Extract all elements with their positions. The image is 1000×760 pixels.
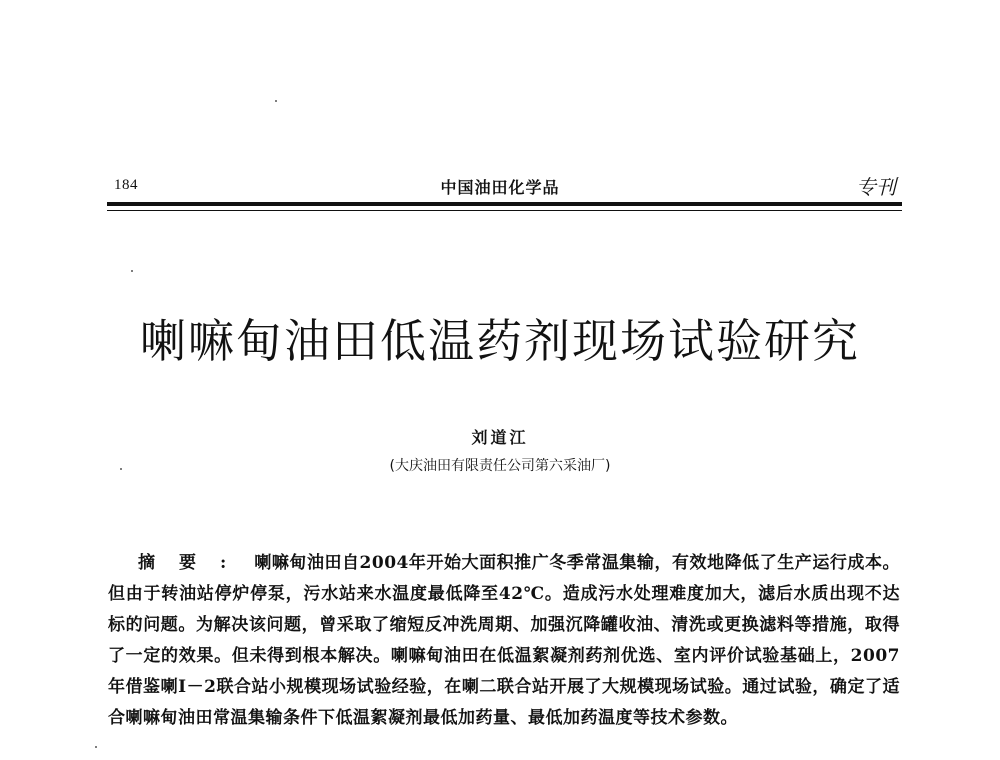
scan-speck [131, 270, 133, 272]
abstract-label: 摘要: [138, 553, 251, 573]
article-title: 喇嘛甸油田低温药剂现场试验研究 [140, 314, 860, 368]
author-name: 刘道江 [471, 428, 529, 447]
issue-label: 专刊 [856, 175, 896, 199]
scan-speck [120, 468, 122, 470]
abstract-text: 喇嘛甸油田自2004年开始大面积推广冬季常温集输，有效地降低了生产运行成本。但由于转油站停炉停泵，污水站来水温度最低降至42℃。造成污水处理难度加大，滤后水质出现不达标的问题。为解决该问题，曾采取了缩短反冲洗周期、加强沉降罐收油、清洗或更换滤料等措施，取得了一定的效果。但未得到根本解决。喇嘛甸油田在低温絮凝剂药剂优选、室内评价试验基础上，2007年借鉴喇Ⅰ－2联合站小规模现场试验经验，在喇二联合站开展了大规模现场试验。通过试验，确定了适合喇嘛甸油田常温集输条件下低温絮凝剂最低加药量、最低加药温度等技术参数。 [108, 553, 900, 728]
header-rule-thick [107, 202, 902, 206]
header-rule-thin [107, 210, 902, 211]
scan-speck [275, 100, 277, 102]
page-number: 184 [114, 177, 138, 193]
author-affiliation: (大庆油田有限责任公司第六采油厂) [389, 458, 611, 474]
scan-speck [95, 746, 97, 748]
abstract-paragraph [108, 548, 900, 734]
journal-name: 中国油田化学品 [440, 178, 560, 197]
